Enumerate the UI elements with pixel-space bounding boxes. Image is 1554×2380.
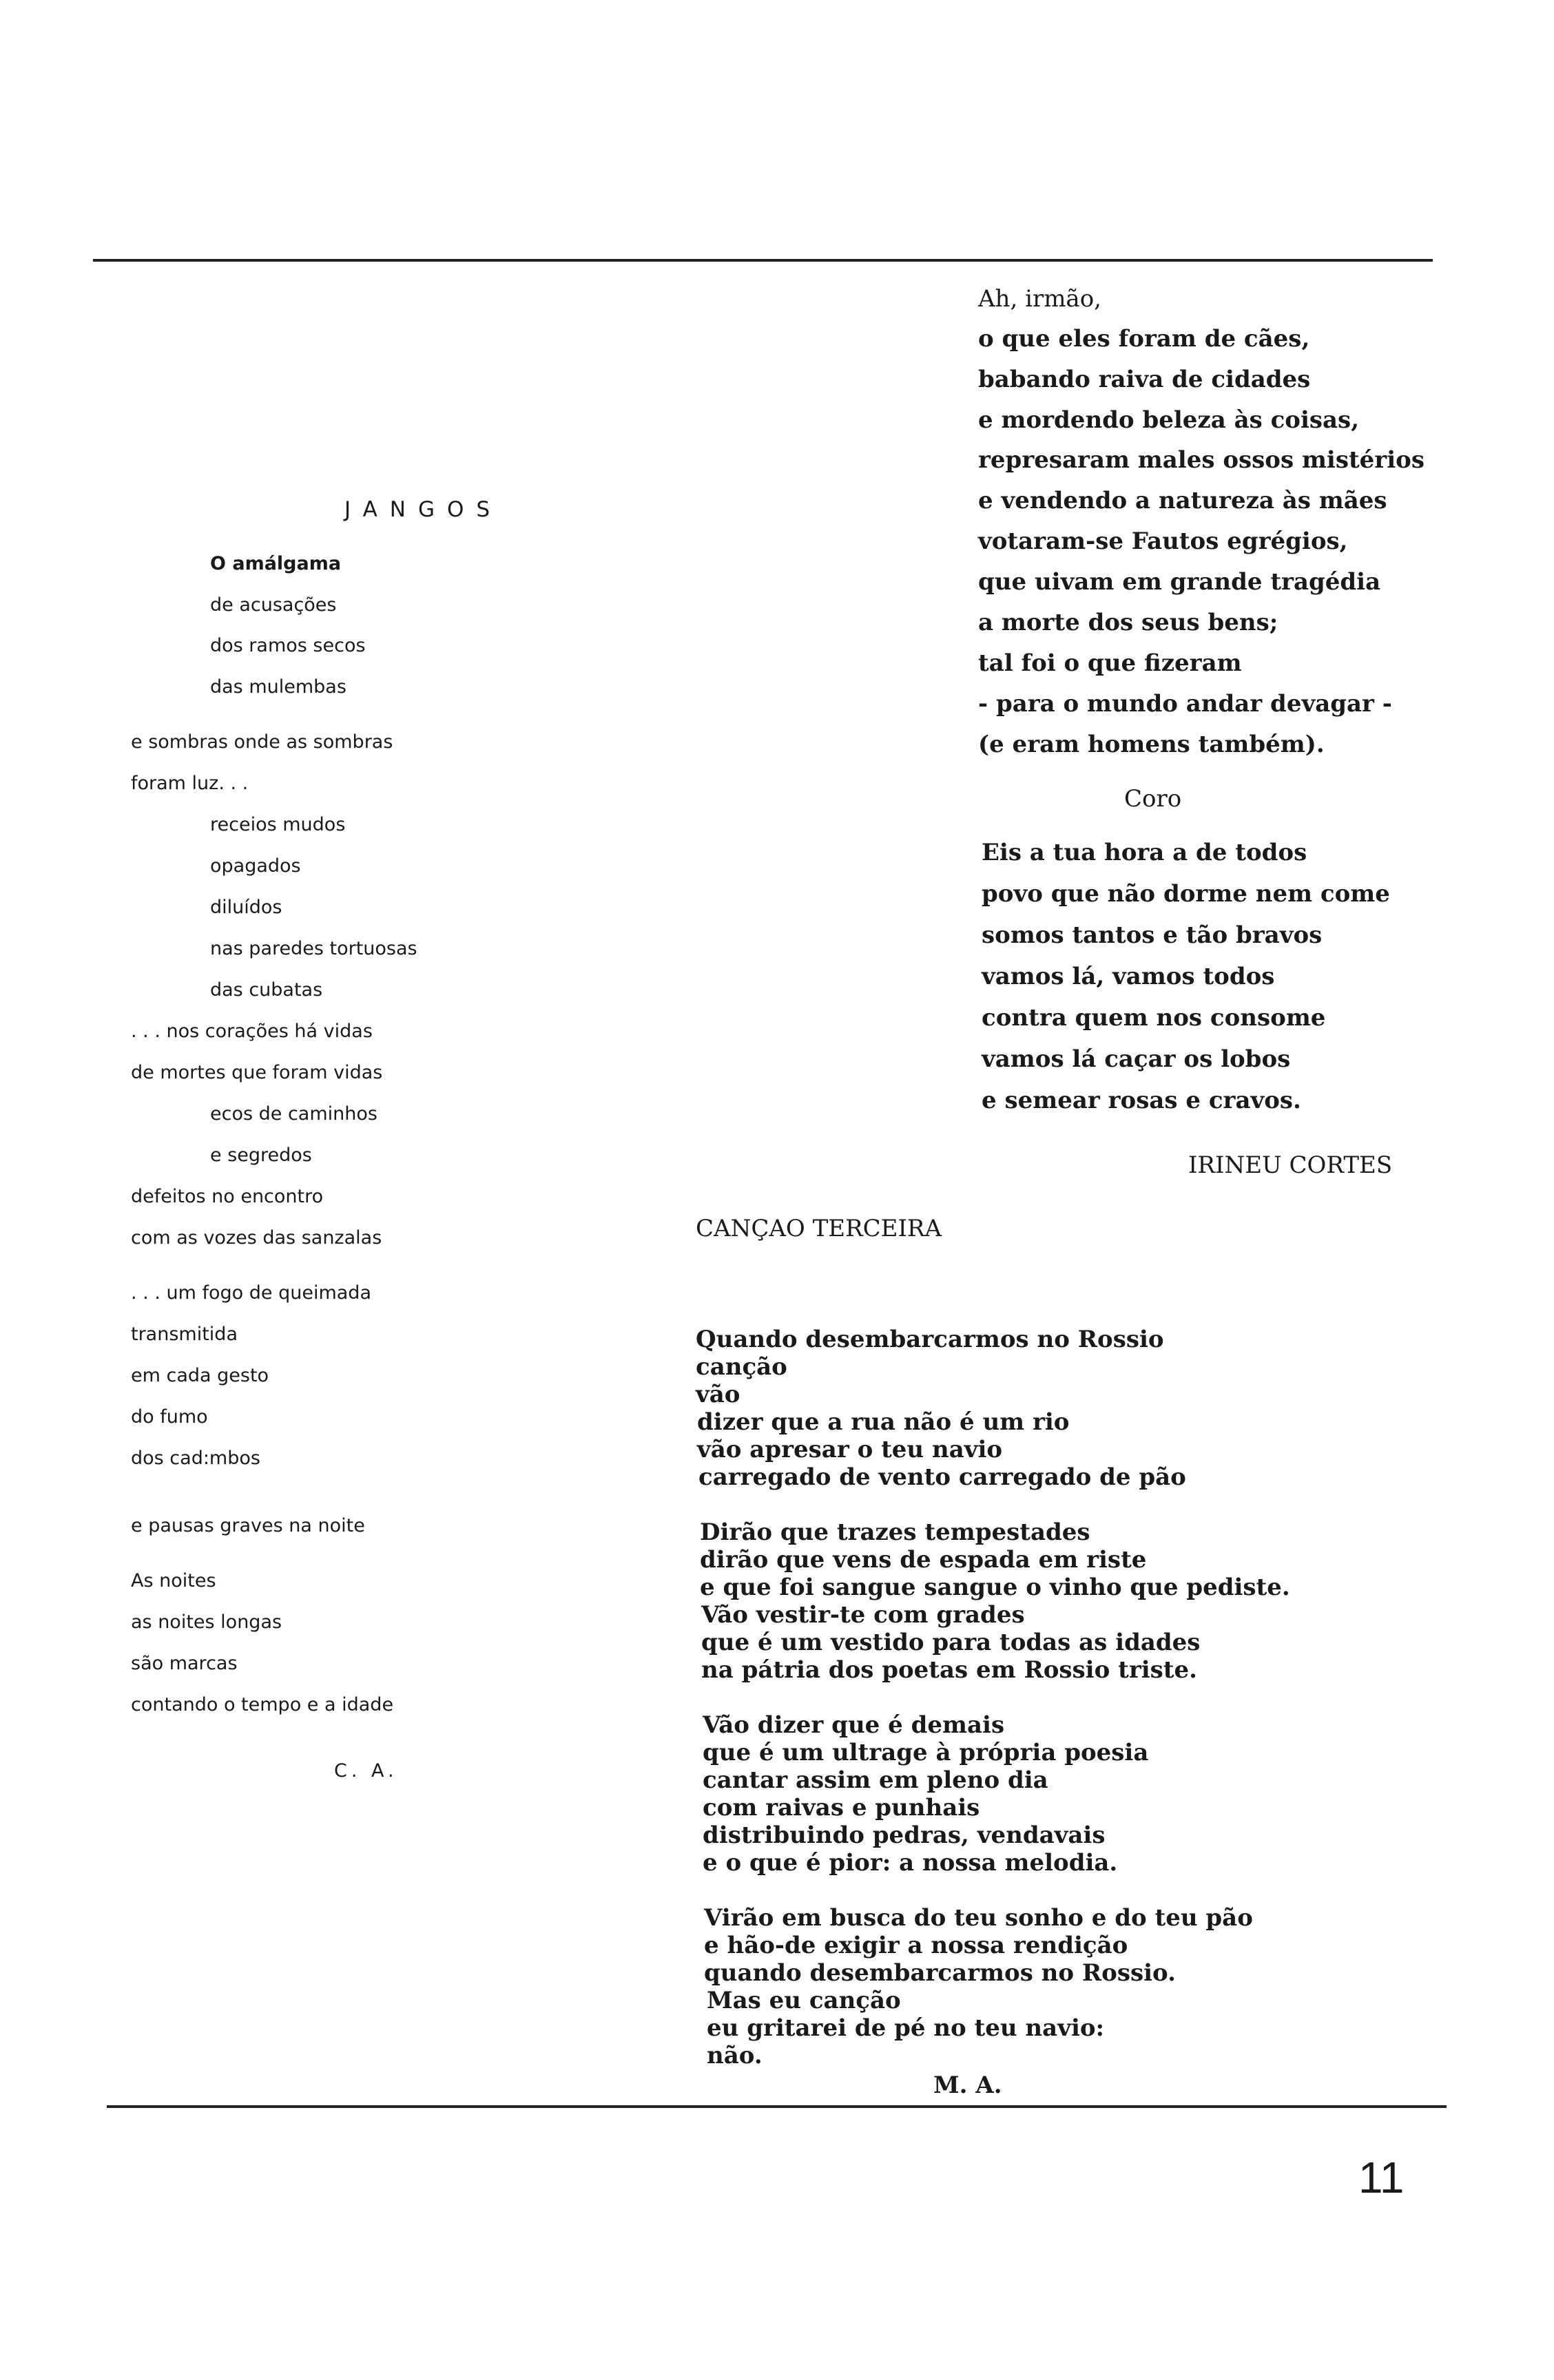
poem-line: não. <box>707 2042 763 2069</box>
poem-line: a morte dos seus bens; <box>978 609 1278 636</box>
poem-line: represaram males ossos mistérios <box>978 446 1424 474</box>
poem-line: O amálgama <box>210 553 342 574</box>
poem-line: na pátria dos poetas em Rossio triste. <box>701 1656 1197 1684</box>
poem-line: com raivas e punhais <box>703 1794 980 1821</box>
poem-title: JANGOS <box>344 497 503 522</box>
poem-line: ecos de caminhos <box>210 1103 377 1125</box>
poem-line: - para o mundo andar devagar - <box>978 690 1392 718</box>
poem-line: diluídos <box>210 897 282 918</box>
poem-author: IRINEU CORTES <box>1188 1151 1393 1179</box>
poem-line: e que foi sangue sangue o vinho que pediste. <box>700 1574 1290 1601</box>
poem-line: Dirão que trazes tempestades <box>700 1518 1090 1546</box>
poem-line: eu gritarei de pé no teu navio: <box>707 2014 1105 2042</box>
poem-line: foram luz. . . <box>131 773 249 794</box>
poem-author: M. A. <box>933 2071 1002 2099</box>
poem-line: e o que é pior: a nossa melodia. <box>703 1849 1118 1877</box>
poem-line: contra quem nos consome <box>982 1004 1326 1032</box>
poem-line: Virão em busca do teu sonho e do teu pão <box>704 1904 1253 1932</box>
poem-line: Ah, irmão, <box>978 285 1101 313</box>
poem-line: somos tantos e tão bravos <box>982 921 1323 949</box>
poem-line: tal foi o que fizeram <box>978 649 1242 677</box>
poem-line: e vendendo a natureza às mães <box>978 487 1387 514</box>
poem-line: das cubatas <box>210 979 323 1001</box>
coro-heading: Coro <box>1124 785 1182 813</box>
poem-line: de acusações <box>210 594 337 616</box>
poem-line: cantar assim em pleno dia <box>703 1766 1048 1794</box>
poem-line: distribuindo pedras, vendavais <box>703 1821 1106 1849</box>
page-number: 11 <box>1358 2153 1405 2202</box>
poem-line: e segredos <box>210 1145 312 1166</box>
poem-line: Vão dizer que é demais <box>703 1711 1005 1739</box>
poem-line: transmitida <box>131 1324 238 1345</box>
poem-line: carregado de vento carregado de pão <box>698 1463 1186 1491</box>
poem-line: nas paredes tortuosas <box>210 938 417 959</box>
poem-line: As noites <box>131 1570 216 1591</box>
poem-line: as noites longas <box>131 1611 282 1633</box>
poem-title: CANÇAO TERCEIRA <box>696 1215 942 1242</box>
poem-line: . . . nos corações há vidas <box>131 1021 373 1042</box>
poem-line: receios mudos <box>210 814 346 835</box>
poem-line: opagados <box>210 855 301 877</box>
top-rule <box>93 259 1433 262</box>
poem-line: e pausas graves na noite <box>131 1515 365 1536</box>
poem-line: babando raiva de cidades <box>978 366 1311 393</box>
poem-line: . . . um fogo de queimada <box>131 1282 371 1304</box>
bottom-rule <box>107 2105 1447 2108</box>
poem-author: C. A. <box>334 1760 398 1782</box>
poem-line: (e eram homens também). <box>978 731 1325 758</box>
poem-line: são marcas <box>131 1653 238 1674</box>
poem-line: votaram-se Fautos egrégios, <box>978 528 1348 555</box>
poem-line: o que eles foram de cães, <box>978 325 1310 353</box>
poem-line: canção <box>696 1353 787 1381</box>
poem-line: dos ramos secos <box>210 635 366 656</box>
poem-line: dos cad:mbos <box>131 1448 260 1469</box>
poem-line: com as vozes das sanzalas <box>131 1227 382 1249</box>
poem-line: dirão que vens de espada em riste <box>700 1546 1147 1574</box>
poem-line: e semear rosas e cravos. <box>982 1087 1301 1114</box>
poem-line: que é um vestido para todas as idades <box>701 1629 1201 1656</box>
poem-line: povo que não dorme nem come <box>982 880 1390 908</box>
poem-line: vão apresar o teu navio <box>697 1436 1003 1463</box>
poem-line: de mortes que foram vidas <box>131 1062 383 1083</box>
poem-line: vamos lá caçar os lobos <box>982 1045 1291 1073</box>
poem-line: Vão vestir-te com grades <box>701 1601 1025 1629</box>
poem-line: Mas eu canção <box>707 1987 901 2014</box>
poem-line: vamos lá, vamos todos <box>982 963 1275 990</box>
poem-line: dizer que a rua não é um rio <box>697 1408 1070 1436</box>
poem-line: das mulembas <box>210 676 346 698</box>
poem-line: Eis a tua hora a de todos <box>982 839 1307 866</box>
poem-line: que uivam em grande tragédia <box>978 568 1381 596</box>
poem-line: e mordendo beleza às coisas, <box>978 406 1360 434</box>
poem-line: do fumo <box>131 1406 208 1428</box>
poem-line: quando desembarcarmos no Rossio. <box>704 1959 1176 1987</box>
poem-line: Quando desembarcarmos no Rossio <box>696 1326 1164 1353</box>
poem-line: e hão-de exigir a nossa rendição <box>704 1932 1128 1959</box>
poem-line: em cada gesto <box>131 1365 269 1386</box>
poem-line: vão <box>696 1381 740 1408</box>
poem-line: contando o tempo e a idade <box>131 1694 394 1715</box>
poem-line: defeitos no encontro <box>131 1186 324 1207</box>
poem-line: e sombras onde as sombras <box>131 731 393 753</box>
poem-line: que é um ultrage à própria poesia <box>703 1739 1149 1766</box>
